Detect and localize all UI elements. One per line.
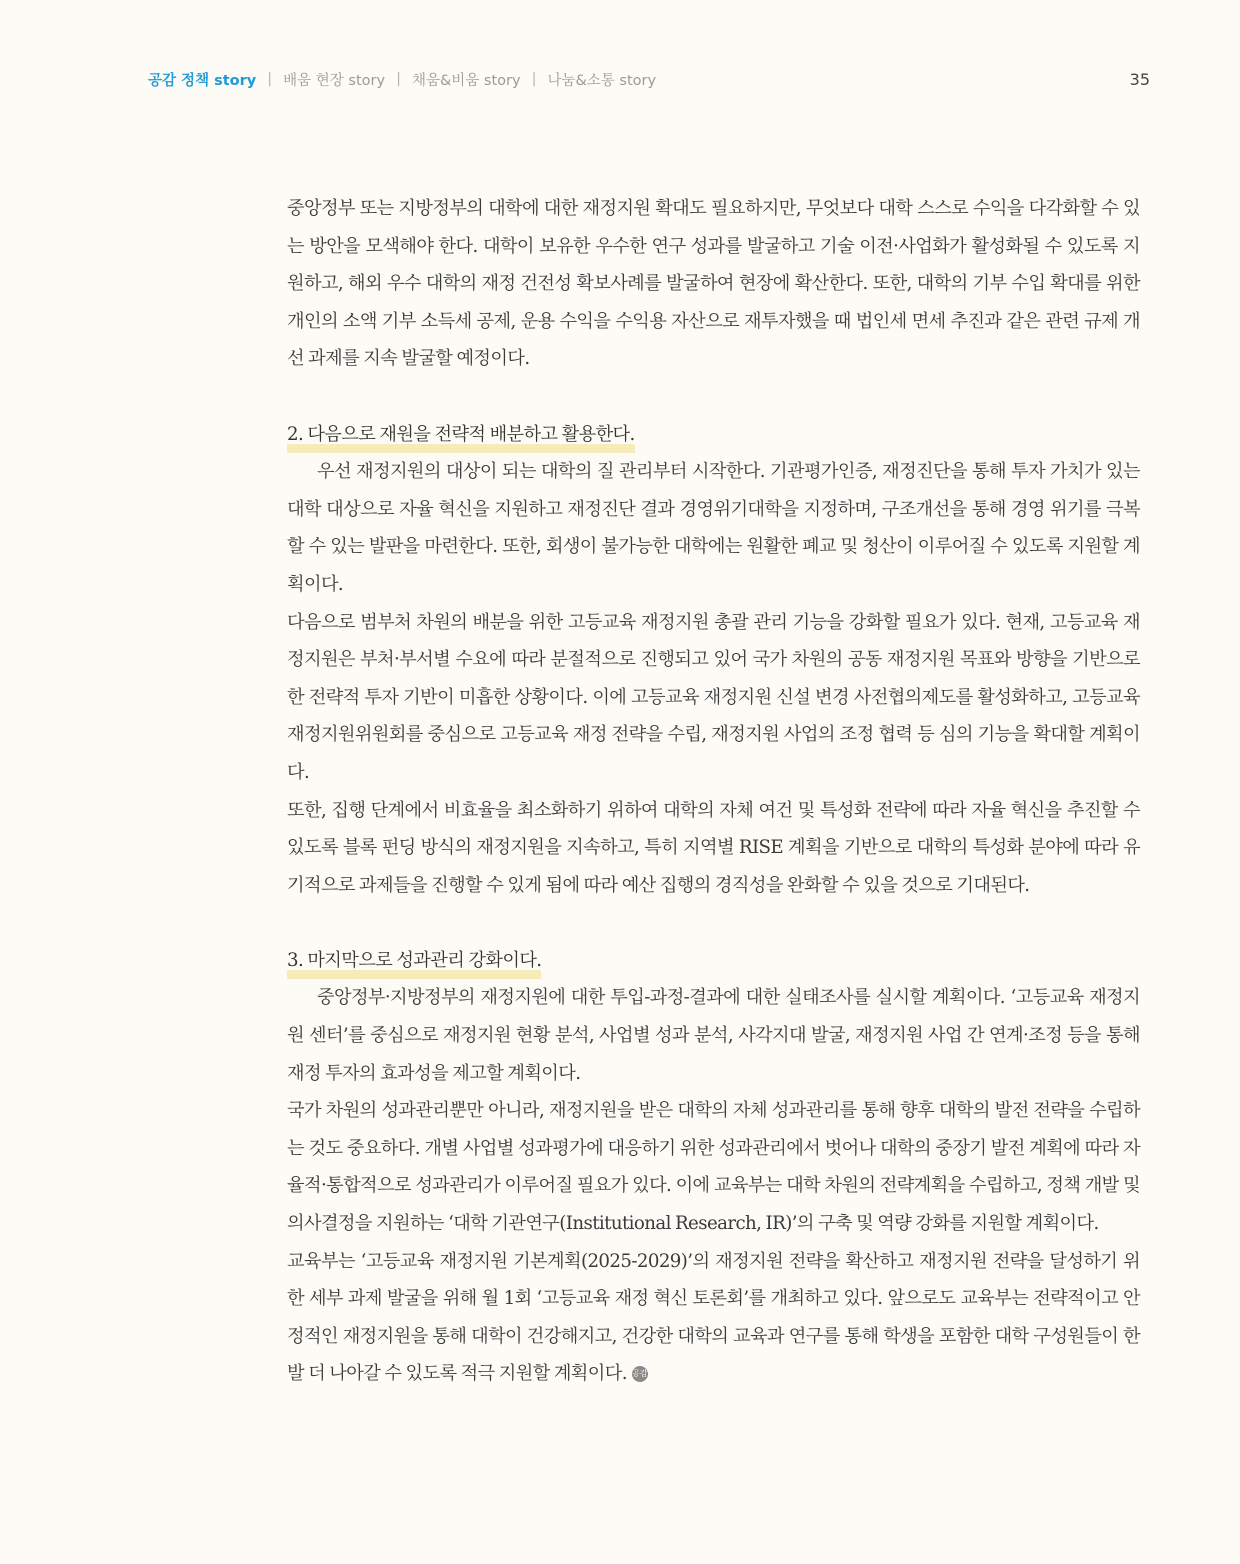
article-body: [287, 190, 1140, 1393]
page-number: 35: [1129, 69, 1150, 89]
nav-separator: |: [267, 71, 273, 87]
section-2-paragraph-1: 우선 재정지원의 대상이 되는 대학의 질 관리부터 시작한다. 기관평가인증, 재정진단을 통해 투자 가치가 있는 대학 대상으로 자율 혁신을 지원하고 재정진단 결과 경영위기대학을 지정하며, 구조개선을 통해 경영 위기를 극복할 수 있는 발판을 마련한다. 또한, 회생이 불가능한 대학에는 원활한 폐교 및 청산이 이루어질 수 있도록 지원할 계획이다.: [287, 461, 1140, 595]
section-3-paragraph-3-text: 교육부는 ‘고등교육 재정지원 기본계획(2025-2029)’의 재정지원 전략을 확산하고 재정지원 전략을 달성하기 위한 세부 과제 발굴을 위해 월 1회 ‘고등교육 재정 혁신 토론회’를 개최하고 있다. 앞으로도 교육부는 전략적이고 안정적인 재정지원을 통해 대학이 건강해지고, 건강한 대학의 교육과 연구를 통해 학생을 포함한 대학 구성원들이 한발 더 나아갈 수 있도록 적극 지원할 계획이다.: [287, 1250, 1140, 1385]
nav-learning-story[interactable]: 배움 현장 story: [283, 72, 386, 89]
page-header: [148, 66, 1150, 92]
nav-fill-empty-story[interactable]: 채움&비움 story: [411, 72, 521, 89]
nav-policy-story[interactable]: 공감 정책 story: [148, 72, 257, 89]
nav-separator: |: [531, 71, 537, 87]
section-3-paragraph-2: 국가 차원의 성과관리뿐만 아니라, 재정지원을 받은 대학의 자체 성과관리를 통해 향후 대학의 발전 전략을 수립하는 것도 중요하다. 개별 사업별 성과평가에 대응하기 위한 성과관리에서 벗어나 대학의 중장기 발전 계획에 따라 자율적·통합적으로 성과관리가 이루어질 필요가 있다. 이에 교육부는 대학 차원의 전략계획을 수립하고, 정책 개발 및 의사결정을 지원하는 ‘대학 기관연구(Institutional Research, IR)’의 구축 및 역량 강화를 지원할 계획이다.: [287, 1100, 1140, 1235]
nav-share-communicate-story[interactable]: 나눔&소통 story: [547, 72, 657, 89]
section-2-paragraph-3: 또한, 집행 단계에서 비효율을 최소화하기 위하여 대학의 자체 여건 및 특성화 전략에 따라 자율 혁신을 추진할 수 있도록 블록 펀딩 방식의 재정지원을 지속하고, 특히 지역별 RISE 계획을 기반으로 대학의 특성화 분야에 따라 유기적으로 과제들을 진행할 수 있게 됨에 따라 예산 집행의 경직성을 완화할 수 있을 것으로 기대된다.: [287, 799, 1140, 896]
section-3-paragraph-3: [287, 1243, 1140, 1393]
section-3-heading: 3. 마지막으로 성과관리 강화이다.: [287, 942, 541, 980]
nav-separator: |: [396, 71, 401, 87]
end-mark-icon: 공감: [632, 1366, 648, 1382]
section-2-heading: 2. 다음으로 재원을 전략적 배분하고 활용한다.: [287, 416, 635, 454]
intro-paragraph: 중앙정부 또는 지방정부의 대학에 대한 재정지원 확대도 필요하지만, 무엇보다 대학 스스로 수익을 다각화할 수 있는 방안을 모색해야 한다. 대학이 보유한 우수한 연구 성과를 발굴하고 기술 이전·사업화가 활성화될 수 있도록 지원하고, 해외 우수 대학의 재정 건전성 확보사례를 발굴하여 현장에 확산한다. 또한, 대학의 기부 수입 확대를 위한 개인의 소액 기부 소득세 공제, 운용 수익을 수익용 자산으로 재투자했을 때 법인세 면세 추진과 같은 관련 규제 개선 과제를 지속 발굴할 예정이다.: [287, 198, 1140, 370]
section-3-paragraph-1: 중앙정부·지방정부의 재정지원에 대한 투입-과정-결과에 대한 실태조사를 실시할 계획이다. ‘고등교육 재정지원 센터’를 중심으로 재정지원 현황 분석, 사업별 성과 분석, 사각지대 발굴, 재정지원 사업 간 연계·조정 등을 통해 재정 투자의 효과성을 제고할 계획이다.: [287, 987, 1140, 1084]
section-2-paragraph-2: 다음으로 범부처 차원의 배분을 위한 고등교육 재정지원 총괄 관리 기능을 강화할 필요가 있다. 현재, 고등교육 재정지원은 부처·부서별 수요에 따라 분절적으로 진행되고 있어 국가 차원의 공동 재정지원 목표와 방향을 기반으로 한 전략적 투자 기반이 미흡한 상황이다. 이에 고등교육 재정지원 신설 변경 사전협의제도를 활성화하고, 고등교육재정지원위원회를 중심으로 고등교육 재정 전략을 수립, 재정지원 사업의 조정 협력 등 심의 기능을 확대할 계획이다.: [287, 611, 1140, 783]
